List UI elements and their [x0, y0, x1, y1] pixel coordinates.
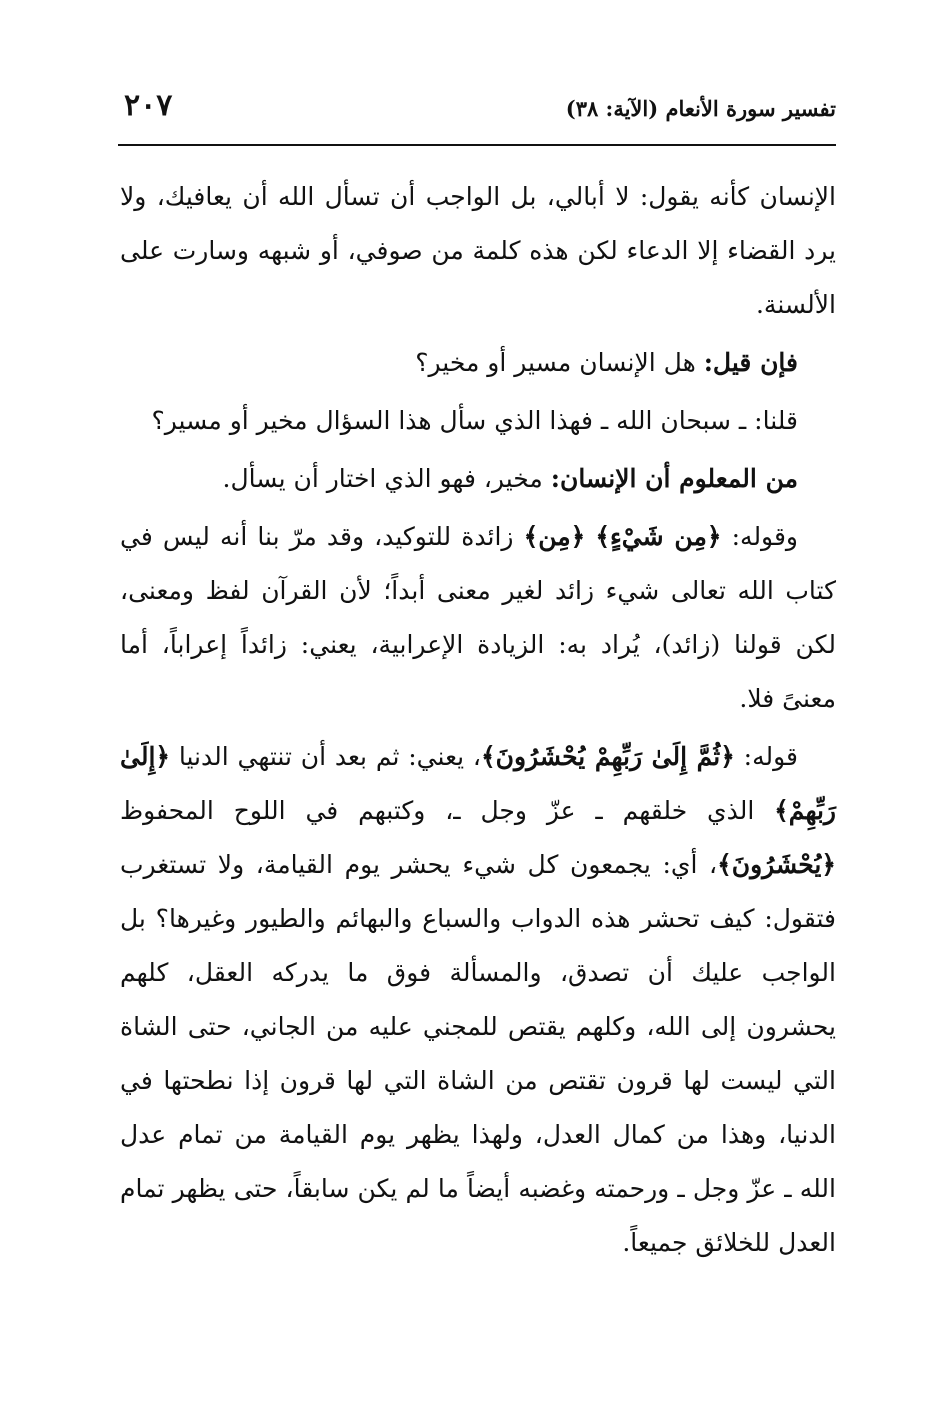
- paragraph-lead: من المعلوم أن الإنسان:: [550, 464, 798, 493]
- paragraph-question: [120, 336, 836, 390]
- paragraph-text: زائدة للتوكيد، وقد مرّ بنا أنه ليس في كتاب الله تعالى شيء زائد لغير معنى أبداً؛ لأن القرآن لفظ ومعنى، لكن قولنا (زائد)، يُراد به: الزيادة الإعرابية، يعني: زائداً إعراباً، أما معنىً فلا.: [120, 522, 836, 713]
- paragraph-continuation: [120, 170, 836, 332]
- quran-quote: ﴿يُحْشَرُونَ﴾: [717, 850, 836, 879]
- paragraph-text: مخير، فهو الذي اختار أن يسأل.: [222, 464, 551, 493]
- running-title: تفسير سورة الأنعام (الآية: ٣٨): [565, 96, 836, 121]
- paragraph-text: ، يعني: ثم بعد أن تنتهي الدنيا: [170, 742, 481, 771]
- paragraph-text: الإنسان كأنه يقول: لا أبالي، بل الواجب أن تسأل الله أن يعافيك، ولا يرد القضاء إلا الدعاء لكن هذه كلمة من صوفي، أو شبهه وسارت على الألسنة.: [120, 182, 836, 319]
- paragraph-known: [120, 452, 836, 506]
- paragraph-text: ، أي: يجمعون كل شيء يحشر يوم القيامة، ولا تستغرب فتقول: كيف تحشر هذه الدواب والسباع والبهائم والطيور وغيرها؟ بل الواجب عليك أن تصدق، والمسألة فوق ما يدركه العقل، كلهم يحشرون إلى الله، وكلهم يقتص للمجني عليه من الجاني، حتى الشاة التي ليست لها قرون تقتص من الشاة التي لها قرون إذا نطحتها في الدنيا، وهذا من كمال العدل، ولهذا يظهر يوم القيامة من تمام عدل الله ـ عزّ وجل ـ ورحمته وغضبه أيضاً ما لم يكن سابقاً، حتى يظهر تمام العدل للخلائق جميعاً.: [120, 850, 836, 1257]
- paragraph-text: [585, 522, 595, 551]
- paragraph-text: قلنا: ـ سبحان الله ـ فهذا الذي سأل هذا السؤال مخير أو مسير؟: [151, 406, 798, 435]
- paragraph-yuhsharun: [120, 730, 836, 1270]
- paragraph-text: وقوله:: [721, 522, 798, 551]
- header-rule: [118, 144, 836, 146]
- page-header: [118, 88, 836, 134]
- quran-quote: ﴿مِن شَيْءٍ﴾: [595, 522, 722, 551]
- paragraph-answer: [120, 394, 836, 448]
- quran-quote: ﴿إِلَىٰ رَبِّهِمْ﴾: [120, 742, 836, 825]
- page-body: [120, 170, 836, 1274]
- quran-quote: ﴿مِن﴾: [523, 522, 586, 551]
- paragraph-text: الذي خلقهم ـ عزّ وجل ـ، وكتبهم في اللوح المحفوظ: [120, 796, 775, 825]
- quran-quote: ﴿ثُمَّ إِلَىٰ رَبِّهِمْ يُحْشَرُونَ﴾: [480, 742, 735, 771]
- paragraph-lead: فإن قيل:: [703, 348, 798, 377]
- page-number: ٢٠٧: [124, 88, 173, 123]
- paragraph-text: قوله:: [734, 742, 798, 771]
- paragraph-text: هل الإنسان مسير أو مخير؟: [415, 348, 704, 377]
- paragraph-min-shay: [120, 510, 836, 726]
